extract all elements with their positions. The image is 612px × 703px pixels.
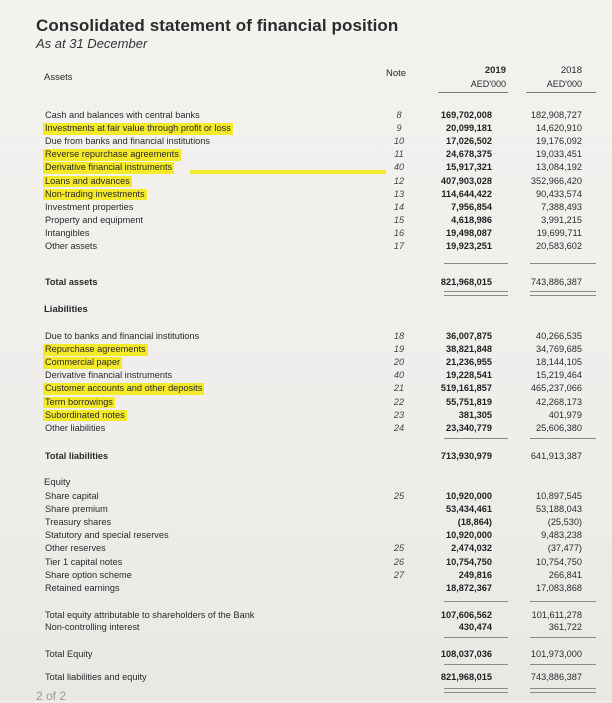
value-2018: 10,754,750 (536, 556, 582, 567)
statement-row (0, 397, 612, 409)
line-item-label: Treasury shares (45, 517, 112, 528)
nci-rule-2019 (444, 637, 508, 638)
total-equity-2019: 108,037,036 (440, 649, 492, 659)
total-assets-double-rule-2018 (530, 291, 596, 296)
value-2018: 7,388,493 (541, 201, 582, 212)
value-2018: 465,237,066 (530, 383, 582, 394)
note-ref: 25 (393, 491, 405, 501)
line-item-label: Derivative financial instruments (45, 162, 173, 173)
nci-2018: 361,722 (548, 622, 582, 632)
note-ref: 15 (393, 214, 405, 225)
line-item-label: Due to banks and financial institutions (45, 331, 200, 341)
value-2019: 381,305 (458, 409, 492, 420)
value-2018: 40,266,535 (536, 331, 582, 341)
line-item-label: Investment properties (45, 201, 134, 212)
total-equity-rule-2019 (444, 664, 508, 665)
value-2019: 23,340,779 (446, 422, 492, 433)
note-ref: 22 (393, 396, 405, 407)
total-assets-double-rule-2019 (444, 291, 508, 296)
total-assets-2019: 821,968,015 (440, 277, 492, 287)
line-item-label: Intangibles (45, 227, 90, 238)
line-item-label: Property and equipment (45, 214, 144, 225)
statement-row (0, 241, 612, 253)
nci-label: Non-controlling interest (45, 622, 140, 632)
page-subtitle: As at 31 December (36, 36, 148, 51)
line-item-label: Other reserves (45, 543, 106, 554)
value-2019: 10,920,000 (446, 530, 492, 541)
equity-subtotal-rule-2018 (530, 601, 596, 602)
note-ref: 19 (393, 344, 405, 355)
value-2018: 19,176,092 (536, 136, 582, 147)
total-equity-rule-2018 (530, 664, 596, 665)
line-item-label: Retained earnings (45, 582, 120, 593)
statement-row (0, 570, 612, 582)
value-2019: 7,956,854 (451, 201, 492, 212)
value-2018: 10,897,545 (536, 491, 582, 501)
statement-row (0, 162, 612, 174)
header-rule-2018 (526, 92, 596, 93)
value-2019: 519,161,857 (440, 383, 492, 394)
value-2019: 169,702,008 (440, 110, 492, 120)
value-2018: 182,908,727 (530, 110, 582, 120)
assets-subtotal-rule-2018 (530, 263, 596, 264)
equity-heading: Equity (44, 477, 71, 488)
value-2019: 20,099,181 (446, 123, 492, 134)
equity-attributable-label: Total equity attributable to shareholders of the Bank (45, 610, 255, 620)
statement-row (0, 491, 612, 503)
value-2019: 4,618,986 (451, 214, 492, 225)
total-liabilities-2019: 713,930,979 (440, 451, 492, 461)
value-2019: 10,920,000 (446, 491, 492, 501)
line-item-label: Other liabilities (45, 422, 106, 433)
nci-2019: 430,474 (458, 622, 492, 632)
line-item-label: Share option scheme (45, 569, 132, 580)
liab-subtotal-rule-2019 (444, 438, 508, 439)
value-2018: 20,583,602 (536, 241, 582, 251)
equity-subtotal-rule-2019 (444, 601, 508, 602)
year-2018-header: 2018 (560, 65, 582, 76)
line-item-label: Commercial paper (45, 357, 121, 368)
value-2019: 2,474,032 (451, 543, 492, 554)
nci-rule-2018 (530, 637, 596, 638)
equity-attributable-2019: 107,606,562 (440, 610, 492, 620)
line-item-label: Investments at fair value through profit or loss (45, 123, 231, 134)
note-ref: 40 (393, 370, 405, 381)
value-2019: 19,228,541 (446, 370, 492, 381)
line-item-label: Subordinated notes (45, 409, 125, 420)
statement-row (0, 202, 612, 214)
line-item-label: Tier 1 capital notes (45, 556, 123, 567)
header-rule-2019 (438, 92, 508, 93)
total-liab-equity-2019: 821,968,015 (440, 672, 492, 682)
grand-total-double-rule-2019 (444, 688, 508, 693)
year-2019-header: 2019 (484, 65, 506, 76)
line-item-label: Loans and advances (45, 175, 130, 186)
page-title: Consolidated statement of financial position (36, 16, 399, 35)
value-2018: 9,483,238 (541, 530, 582, 541)
line-item-label: Statutory and special reserves (45, 530, 169, 541)
line-item-label: Due from banks and financial institutions (45, 136, 210, 147)
note-ref: 13 (393, 188, 405, 199)
value-2019: 19,923,251 (446, 241, 492, 251)
statement-row (0, 423, 612, 435)
value-2019: 17,026,502 (446, 136, 492, 147)
value-2019: 19,498,087 (446, 227, 492, 238)
line-item-label: Non-trading investments (45, 188, 145, 199)
statement-row (0, 344, 612, 356)
total-assets-2018: 743,886,387 (530, 277, 582, 287)
note-ref: 25 (393, 543, 405, 554)
unit-2019-header: AED'000 (470, 79, 506, 89)
assets-subtotal-rule-2019 (444, 263, 508, 264)
line-item-label: Reverse repurchase agreements (45, 149, 179, 160)
grand-total-double-rule-2018 (530, 688, 596, 693)
statement-row (0, 557, 612, 569)
value-2018: 3,991,215 (541, 214, 582, 225)
value-2018: (37,477) (547, 543, 582, 554)
line-item-label: Share premium (45, 504, 108, 515)
value-2018: 90,433,574 (536, 188, 582, 199)
statement-row (0, 136, 612, 148)
value-2018: 42,268,173 (536, 396, 582, 407)
note-ref: 24 (393, 422, 405, 433)
total-assets-row (0, 277, 612, 289)
value-2018: 266,841 (548, 569, 582, 580)
line-item-label: Other assets (45, 241, 98, 251)
statement-row (0, 410, 612, 422)
note-ref: 27 (393, 569, 405, 580)
statement-row (0, 149, 612, 161)
value-2018: 15,219,464 (536, 370, 582, 381)
total-assets-label: Total assets (45, 277, 98, 287)
value-2019: 15,917,321 (446, 162, 492, 173)
line-item-label: Derivative financial instruments (45, 370, 173, 381)
value-2018: 18,144,105 (536, 357, 582, 368)
liabilities-heading: Liabilities (44, 304, 88, 315)
value-2019: 21,236,955 (446, 357, 492, 368)
statement-row (0, 543, 612, 555)
note-ref: 20 (393, 357, 405, 368)
line-item-label: Share capital (45, 491, 99, 501)
value-2018: 17,083,868 (536, 582, 582, 593)
note-ref: 10 (393, 136, 405, 147)
total-liabilities-2018: 641,913,387 (530, 451, 582, 461)
value-2018: 14,620,910 (536, 123, 582, 134)
value-2019: 10,754,750 (446, 556, 492, 567)
value-2018: 19,699,711 (536, 227, 582, 238)
total-liabilities-label: Total liabilities (45, 451, 109, 461)
value-2019: (18,864) (457, 517, 492, 528)
unit-2018-header: AED'000 (546, 79, 582, 89)
note-column-header: Note (386, 68, 407, 79)
total-equity-row (0, 649, 612, 661)
value-2018: 401,979 (548, 409, 582, 420)
note-ref: 16 (393, 227, 405, 238)
statement-row (0, 357, 612, 369)
statement-row (0, 583, 612, 595)
note-ref: 23 (393, 409, 405, 420)
statement-row (0, 383, 612, 395)
note-ref: 18 (393, 331, 405, 341)
note-ref: 17 (393, 241, 405, 251)
total-liab-equity-label: Total liabilities and equity (45, 672, 147, 682)
nci-row (0, 622, 612, 634)
value-2018: (25,530) (547, 517, 582, 528)
value-2019: 18,872,367 (446, 582, 492, 593)
note-ref: 14 (393, 201, 405, 212)
assets-heading: Assets (44, 72, 73, 83)
value-2019: 249,816 (458, 569, 492, 580)
liab-subtotal-rule-2018 (530, 438, 596, 439)
statement-row (0, 370, 612, 382)
total-liab-equity-2018: 743,886,387 (530, 672, 582, 682)
note-ref: 9 (396, 123, 402, 134)
statement-row (0, 176, 612, 188)
statement-row (0, 228, 612, 240)
value-2019: 407,903,028 (440, 175, 492, 186)
equity-attributable-2018: 101,611,278 (531, 610, 582, 620)
note-ref: 21 (393, 383, 405, 394)
line-item-label: Customer accounts and other deposits (45, 383, 203, 394)
total-liabilities-row (0, 451, 612, 463)
value-2018: 25,606,380 (536, 422, 582, 433)
note-ref: 11 (394, 149, 404, 160)
statement-row (0, 215, 612, 227)
value-2018: 352,966,420 (530, 175, 582, 186)
statement-row (0, 331, 612, 343)
statement-row (0, 504, 612, 516)
statement-row (0, 110, 612, 122)
value-2019: 114,644,422 (441, 188, 492, 199)
line-item-label: Term borrowings (45, 396, 113, 407)
value-2018: 13,084,192 (536, 162, 582, 173)
value-2018: 19,033,451 (536, 149, 582, 160)
value-2019: 55,751,819 (446, 396, 492, 407)
statement-row (0, 123, 612, 135)
statement-row (0, 517, 612, 529)
page-indicator: 2 of 2 (36, 689, 67, 703)
statement-row (0, 189, 612, 201)
value-2019: 53,434,461 (446, 504, 492, 515)
total-liab-equity-row (0, 672, 612, 684)
value-2018: 34,769,685 (536, 344, 582, 355)
value-2019: 38,821,848 (446, 344, 492, 355)
value-2019: 36,007,875 (446, 331, 492, 341)
total-equity-label: Total Equity (45, 649, 93, 659)
note-ref: 8 (396, 110, 402, 120)
equity-attributable-row (0, 610, 612, 622)
statement-row (0, 530, 612, 542)
note-ref: 40 (393, 162, 405, 173)
value-2019: 24,678,375 (446, 149, 492, 160)
line-item-label: Cash and balances with central banks (45, 110, 200, 120)
note-ref: 12 (393, 175, 405, 186)
note-ref: 26 (393, 556, 405, 567)
value-2018: 53,188,043 (536, 504, 582, 515)
total-equity-2018: 101,973,000 (530, 649, 582, 659)
line-item-label: Repurchase agreements (45, 344, 146, 355)
